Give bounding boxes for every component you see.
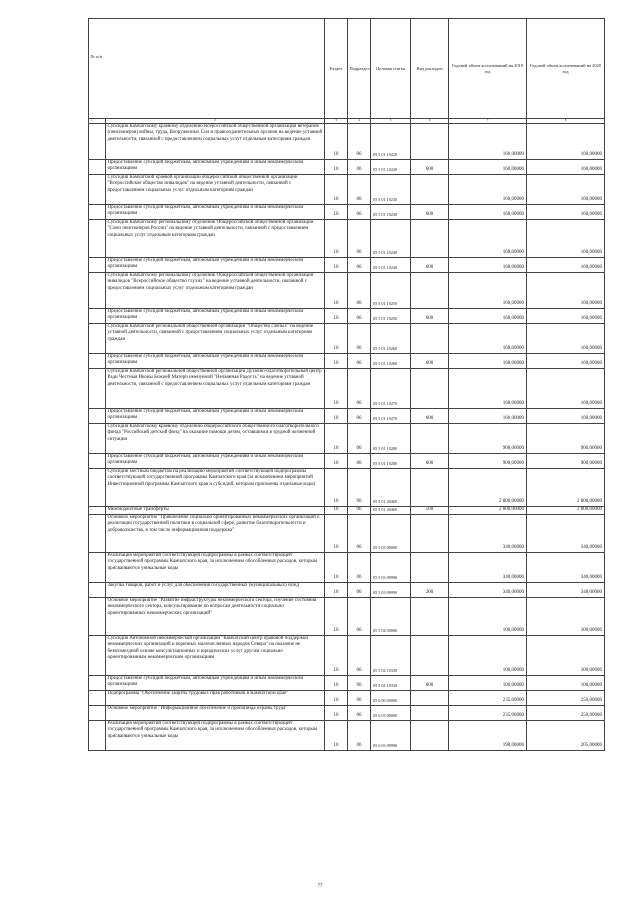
row-subsection: 06 bbox=[348, 705, 371, 720]
row-amount-2020: 160,00000 bbox=[527, 323, 605, 353]
row-target-code: 05 5 03 00000 bbox=[371, 514, 411, 552]
row-amount-2019: 160,00000 bbox=[449, 353, 527, 368]
row-num-cell bbox=[89, 123, 106, 159]
index-cell: 3 bbox=[325, 119, 348, 124]
row-expense-type bbox=[411, 174, 449, 204]
row-name: Субсидия Камчатскому региональному отделению Общероссийской общественной организации инвалидов "Всероссийское общество глухих" на ведение уставной деятельности, связанной с предоставлением социальных услуг отдельным категориям граждан bbox=[106, 272, 325, 308]
row-section: 10 bbox=[325, 368, 348, 408]
row-num-cell bbox=[89, 368, 106, 408]
row-num-cell bbox=[89, 308, 106, 323]
row-amount-2019: 160,00000 bbox=[449, 368, 527, 408]
header-2020: Годовой объем ассигнований на 2020 год bbox=[527, 19, 605, 119]
table-row bbox=[89, 453, 605, 468]
row-section: 10 bbox=[325, 174, 348, 204]
row-amount-2019: 160,00000 bbox=[449, 308, 527, 323]
row-amount-2019: 2 800,00000 bbox=[449, 468, 527, 506]
row-subsection: 06 bbox=[348, 514, 371, 552]
row-name: Субсидия Камчатскому краевому отделению общероссийского общественного благотворительного фонда "Российский детский фонд" на оказание помощи детям, оставшимся в трудной жизненной ситуации bbox=[106, 423, 325, 453]
row-amount-2020: 160,00000 bbox=[527, 159, 605, 174]
row-amount-2020: 205,00000 bbox=[527, 720, 605, 750]
index-cell: 1 bbox=[89, 119, 106, 124]
table-row bbox=[89, 514, 605, 552]
table-row bbox=[89, 323, 605, 353]
row-section: 10 bbox=[325, 272, 348, 308]
row-expense-type: 500 bbox=[411, 506, 449, 514]
row-name: Предоставление субсидий бюджетным, автономным учреждениям и иным некоммерческим организациям bbox=[106, 159, 325, 174]
row-subsection: 06 bbox=[348, 272, 371, 308]
budget-page bbox=[88, 18, 604, 751]
row-target-code: 05 5 03 09990 bbox=[371, 582, 411, 597]
row-section: 10 bbox=[325, 468, 348, 506]
row-expense-type: 600 bbox=[411, 675, 449, 690]
row-subsection: 06 bbox=[348, 308, 371, 323]
row-expense-type bbox=[411, 705, 449, 720]
table-row bbox=[89, 219, 605, 257]
row-amount-2020: 160,00000 bbox=[527, 368, 605, 408]
row-expense-type bbox=[411, 423, 449, 453]
row-subsection: 06 bbox=[348, 204, 371, 219]
table-row bbox=[89, 423, 605, 453]
table-row bbox=[89, 720, 605, 750]
row-amount-2019: 160,00000 bbox=[449, 204, 527, 219]
row-num-cell bbox=[89, 705, 106, 720]
row-section: 10 bbox=[325, 552, 348, 582]
row-amount-2019: 340,00000 bbox=[449, 514, 527, 552]
row-amount-2020: 340,00000 bbox=[527, 514, 605, 552]
row-expense-type bbox=[411, 123, 449, 159]
table-row bbox=[89, 468, 605, 506]
row-amount-2020: 250,00000 bbox=[527, 690, 605, 705]
table-row bbox=[89, 204, 605, 219]
row-name: Предоставление субсидий бюджетным, автономным учреждениям и иным некоммерческим организациям bbox=[106, 453, 325, 468]
row-amount-2019: 160,00000 bbox=[449, 323, 527, 353]
index-cell: 6 bbox=[411, 119, 449, 124]
row-num-cell bbox=[89, 272, 106, 308]
header-expense: Вид расходов bbox=[411, 19, 449, 119]
row-num-cell bbox=[89, 468, 106, 506]
row-expense-type: 600 bbox=[411, 204, 449, 219]
row-target-code: 05 5 01 40460 bbox=[371, 506, 411, 514]
row-amount-2019: 235,00000 bbox=[449, 690, 527, 705]
row-amount-2020: 160,00000 bbox=[527, 257, 605, 272]
row-amount-2020: 160,00000 bbox=[527, 408, 605, 423]
row-amount-2020: 160,00000 bbox=[527, 219, 605, 257]
row-subsection: 06 bbox=[348, 675, 371, 690]
row-name: Субсидии местным бюджетам на реализацию мероприятий соответствующей подпрограммы соответствующей государственной программы Камчатского края (за исключением мероприятий Инвестиционной программы Камчатского края и субсидий, которым присвоены отдельные коды) bbox=[106, 468, 325, 506]
row-amount-2019: 235,00000 bbox=[449, 705, 527, 720]
row-amount-2019: 900,00000 bbox=[449, 453, 527, 468]
row-num-cell bbox=[89, 720, 106, 750]
row-name: Межбюджетные трансферты bbox=[106, 506, 325, 514]
row-name: Подпрограмма "Обеспечение защиты трудовых прав работников в Камчатском крае" bbox=[106, 690, 325, 705]
row-num-cell bbox=[89, 635, 106, 675]
row-subsection: 06 bbox=[348, 174, 371, 204]
row-amount-2020: 340,00000 bbox=[527, 582, 605, 597]
table-body bbox=[89, 123, 605, 750]
row-expense-type bbox=[411, 597, 449, 635]
row-num-cell bbox=[89, 514, 106, 552]
table-row bbox=[89, 123, 605, 159]
row-expense-type: 600 bbox=[411, 453, 449, 468]
row-section: 10 bbox=[325, 506, 348, 514]
row-section: 10 bbox=[325, 597, 348, 635]
row-amount-2019: 160,00000 bbox=[449, 174, 527, 204]
table-row bbox=[89, 272, 605, 308]
row-target-code: 05 5 03 09990 bbox=[371, 552, 411, 582]
row-target-code: 05 5 01 10280 bbox=[371, 423, 411, 453]
row-target-code: 05 5 01 10270 bbox=[371, 368, 411, 408]
row-target-code: 05 5 01 10280 bbox=[371, 453, 411, 468]
row-amount-2020: 160,00000 bbox=[527, 308, 605, 323]
row-section: 10 bbox=[325, 353, 348, 368]
row-subsection: 06 bbox=[348, 353, 371, 368]
row-section: 10 bbox=[325, 423, 348, 453]
row-amount-2020: 160,00000 bbox=[527, 353, 605, 368]
row-name: Основное мероприятие "Информационное обеспечение и пропаганда охраны труда" bbox=[106, 705, 325, 720]
row-section: 10 bbox=[325, 408, 348, 423]
row-name: Субсидия Камчатскому региональному отделению Общероссийской общественной организации "Союз пенсионеров России" на ведение уставной деятельности, связанной с предоставлением социальных услуг отдельным категориям граждан bbox=[106, 219, 325, 257]
row-num-cell bbox=[89, 323, 106, 353]
row-subsection: 06 bbox=[348, 423, 371, 453]
row-target-code: 05 6 03 09990 bbox=[371, 720, 411, 750]
row-subsection: 06 bbox=[348, 219, 371, 257]
row-section: 10 bbox=[325, 323, 348, 353]
row-amount-2020: 100,00000 bbox=[527, 635, 605, 675]
row-expense-type bbox=[411, 272, 449, 308]
table-row bbox=[89, 635, 605, 675]
row-section: 10 bbox=[325, 308, 348, 323]
row-amount-2020: 100,00000 bbox=[527, 675, 605, 690]
row-target-code: 05 5 01 10240 bbox=[371, 219, 411, 257]
table-row bbox=[89, 308, 605, 323]
row-subsection: 06 bbox=[348, 123, 371, 159]
row-subsection: 06 bbox=[348, 453, 371, 468]
row-amount-2020: 900,00000 bbox=[527, 423, 605, 453]
header-num: № п/п bbox=[89, 19, 325, 119]
row-subsection: 06 bbox=[348, 635, 371, 675]
row-expense-type: 200 bbox=[411, 582, 449, 597]
row-amount-2019: 100,00000 bbox=[449, 635, 527, 675]
row-section: 10 bbox=[325, 514, 348, 552]
row-target-code: 05 5 01 10260 bbox=[371, 323, 411, 353]
row-expense-type bbox=[411, 219, 449, 257]
row-subsection: 06 bbox=[348, 690, 371, 705]
row-num-cell bbox=[89, 204, 106, 219]
row-name: Закупка товаров, работ и услуг для обеспечения государственных (муниципальных) нужд bbox=[106, 582, 325, 597]
row-expense-type bbox=[411, 690, 449, 705]
table-row bbox=[89, 408, 605, 423]
budget-table bbox=[88, 18, 605, 751]
row-amount-2019: 160,00000 bbox=[449, 219, 527, 257]
row-name: Предоставление субсидий бюджетным, автономным учреждениям и иным некоммерческим организациям bbox=[106, 257, 325, 272]
row-target-code: 05 5 01 10250 bbox=[371, 308, 411, 323]
row-section: 10 bbox=[325, 720, 348, 750]
row-name: Субсидия Автономной некоммерческой организации "Камчатский центр правовой поддержки некоммерческих организаций и коренных малочисленных народов Севера" на оказание не безвозмездной основе консультационных и юридических услуг другим социально ориентированным некоммерческим организациям bbox=[106, 635, 325, 675]
row-amount-2019: 340,00000 bbox=[449, 552, 527, 582]
table-row bbox=[89, 368, 605, 408]
table-row bbox=[89, 506, 605, 514]
index-cell: 7 bbox=[449, 119, 527, 124]
row-expense-type bbox=[411, 552, 449, 582]
row-name: Реализация мероприятий соответствующей подпрограммы в рамках соответствующей государственной программы Камчатского края, за исключением обособленных расходов, которым присваиваются уникальные коды bbox=[106, 552, 325, 582]
row-amount-2019: 160,00000 bbox=[449, 159, 527, 174]
table-row bbox=[89, 705, 605, 720]
row-num-cell bbox=[89, 353, 106, 368]
row-num-cell bbox=[89, 675, 106, 690]
row-name: Предоставление субсидий бюджетным, автономным учреждениям и иным некоммерческим организациям bbox=[106, 408, 325, 423]
row-amount-2019: 160,00000 bbox=[449, 257, 527, 272]
row-amount-2019: 340,00000 bbox=[449, 582, 527, 597]
row-section: 10 bbox=[325, 453, 348, 468]
table-row bbox=[89, 174, 605, 204]
row-subsection: 06 bbox=[348, 323, 371, 353]
row-target-code: 05 5 01 10220 bbox=[371, 159, 411, 174]
row-amount-2020: 100,00000 bbox=[527, 597, 605, 635]
row-subsection: 06 bbox=[348, 582, 371, 597]
row-expense-type: 600 bbox=[411, 159, 449, 174]
row-num-cell bbox=[89, 552, 106, 582]
row-amount-2019: 160,00000 bbox=[449, 408, 527, 423]
row-amount-2020: 160,00000 bbox=[527, 123, 605, 159]
row-target-code: 05 5 04 00000 bbox=[371, 597, 411, 635]
row-name: Предоставление субсидий бюджетным, автономным учреждениям и иным некоммерческим организациям bbox=[106, 675, 325, 690]
row-num-cell bbox=[89, 690, 106, 705]
index-cell: 5 bbox=[371, 119, 411, 124]
row-target-code: 05 5 01 10260 bbox=[371, 353, 411, 368]
row-target-code: 05 5 04 10330 bbox=[371, 635, 411, 675]
header-2019: Годовой объем ассигнований на 2019 год bbox=[449, 19, 527, 119]
row-target-code: 05 5 01 10230 bbox=[371, 174, 411, 204]
row-section: 10 bbox=[325, 123, 348, 159]
row-section: 10 bbox=[325, 705, 348, 720]
row-subsection: 06 bbox=[348, 597, 371, 635]
table-row bbox=[89, 675, 605, 690]
row-amount-2019: 190,00000 bbox=[449, 720, 527, 750]
row-section: 10 bbox=[325, 582, 348, 597]
row-amount-2019: 900,00000 bbox=[449, 423, 527, 453]
row-subsection: 06 bbox=[348, 552, 371, 582]
row-name: Субсидия Камчатской региональной общественной организации "Общество слепых" на ведение уставной деятельности, связанной с предоставлением социальных услуг отдельным категориям граждан bbox=[106, 323, 325, 353]
row-target-code: 05 6 03 00000 bbox=[371, 705, 411, 720]
row-num-cell bbox=[89, 174, 106, 204]
row-section: 10 bbox=[325, 635, 348, 675]
row-amount-2020: 2 800,00000 bbox=[527, 468, 605, 506]
index-cell: 8 bbox=[527, 119, 605, 124]
row-section: 10 bbox=[325, 219, 348, 257]
header-section: Раздел bbox=[325, 19, 348, 119]
table-row bbox=[89, 353, 605, 368]
row-target-code: 05 5 01 10230 bbox=[371, 204, 411, 219]
row-expense-type bbox=[411, 323, 449, 353]
table-header bbox=[89, 19, 605, 119]
row-amount-2019: 100,00000 bbox=[449, 675, 527, 690]
row-subsection: 06 bbox=[348, 159, 371, 174]
page-number: 77 bbox=[317, 884, 323, 889]
row-expense-type bbox=[411, 720, 449, 750]
row-section: 10 bbox=[325, 204, 348, 219]
row-subsection: 06 bbox=[348, 468, 371, 506]
row-expense-type bbox=[411, 635, 449, 675]
row-section: 10 bbox=[325, 159, 348, 174]
row-amount-2020: 160,00000 bbox=[527, 204, 605, 219]
row-target-code: 05 5 01 10250 bbox=[371, 272, 411, 308]
row-target-code: 05 5 01 40460 bbox=[371, 468, 411, 506]
table-row bbox=[89, 582, 605, 597]
header-target: Целевая статья bbox=[371, 19, 411, 119]
row-name: Предоставление субсидий бюджетным, автономным учреждениям и иным некоммерческим организациям bbox=[106, 204, 325, 219]
row-target-code: 05 5 01 10270 bbox=[371, 408, 411, 423]
row-amount-2020: 250,00000 bbox=[527, 705, 605, 720]
row-section: 10 bbox=[325, 675, 348, 690]
row-num-cell bbox=[89, 506, 106, 514]
row-num-cell bbox=[89, 453, 106, 468]
row-name: Предоставление субсидий бюджетным, автономным учреждениям и иным некоммерческим организациям bbox=[106, 308, 325, 323]
row-num-cell bbox=[89, 582, 106, 597]
row-amount-2020: 2 800,00000 bbox=[527, 506, 605, 514]
row-num-cell bbox=[89, 257, 106, 272]
row-amount-2019: 160,00000 bbox=[449, 272, 527, 308]
row-subsection: 06 bbox=[348, 257, 371, 272]
row-name: Субсидия Камчатскому краевому отделению Всероссийской общественной организации ветеранов (пенсионеров) войны, труда, Вооруженных Сил и правоохранительных органов на ведение уставной деятельности, связанной с предоставлением социальных услуг отдельным категориям граждан bbox=[106, 123, 325, 159]
table-row bbox=[89, 690, 605, 705]
table-row bbox=[89, 257, 605, 272]
row-amount-2019: 100,00000 bbox=[449, 597, 527, 635]
index-cell: 4 bbox=[348, 119, 371, 124]
row-num-cell bbox=[89, 219, 106, 257]
table-row bbox=[89, 597, 605, 635]
row-name: Субсидия Камчатской региональной общественной организации Духовно-благотворительный центр Ради Честныя Иконы Божией Матери именуемой "Нечаянная Радость" на ведение уставной деятельности, связанной с предоставлением социальных услуг отдельным категориям граждан bbox=[106, 368, 325, 408]
row-target-code: 05 6 00 00000 bbox=[371, 690, 411, 705]
header-subsection: Подраздел bbox=[348, 19, 371, 119]
row-expense-type: 600 bbox=[411, 257, 449, 272]
row-name: Основное мероприятие "Привлечение социально ориентированных некоммерческих организаций к реализации государственной политики в социальной сфере, развитие благотворительности и добровольчества, в том числе информационная поддержка" bbox=[106, 514, 325, 552]
row-expense-type: 600 bbox=[411, 408, 449, 423]
table-row bbox=[89, 552, 605, 582]
row-expense-type bbox=[411, 368, 449, 408]
row-name: Предоставление субсидий бюджетным, автономным учреждениям и иным некоммерческим организациям bbox=[106, 353, 325, 368]
row-num-cell bbox=[89, 408, 106, 423]
row-target-code: 05 5 04 10330 bbox=[371, 675, 411, 690]
row-num-cell bbox=[89, 423, 106, 453]
index-cell: 2 bbox=[106, 119, 325, 124]
row-name: Основное мероприятие "Развитие инфраструктуры некоммерческого сектора, изучение состояния некоммерческого сектора, консультирование по вопросам деятельности социально ориентированных некоммерческих организаций" bbox=[106, 597, 325, 635]
table-row bbox=[89, 159, 605, 174]
row-subsection: 06 bbox=[348, 506, 371, 514]
row-num-cell bbox=[89, 159, 106, 174]
row-expense-type bbox=[411, 514, 449, 552]
row-amount-2020: 160,00000 bbox=[527, 272, 605, 308]
row-subsection: 06 bbox=[348, 720, 371, 750]
row-name: Субсидия Камчатской краевой организации общероссийской общественной организации "Всероссийское общество инвалидов" на ведение уставной деятельности, связанной с предоставлением социальных услуг отдельным категориям граждан bbox=[106, 174, 325, 204]
row-target-code: 05 5 01 10240 bbox=[371, 257, 411, 272]
row-section: 10 bbox=[325, 690, 348, 705]
row-amount-2019: 2 800,00000 bbox=[449, 506, 527, 514]
row-amount-2020: 160,00000 bbox=[527, 174, 605, 204]
row-num-cell bbox=[89, 597, 106, 635]
row-target-code: 05 5 01 10220 bbox=[371, 123, 411, 159]
row-expense-type bbox=[411, 468, 449, 506]
row-expense-type: 600 bbox=[411, 353, 449, 368]
row-section: 10 bbox=[325, 257, 348, 272]
row-amount-2020: 340,00000 bbox=[527, 552, 605, 582]
row-amount-2020: 900,00000 bbox=[527, 453, 605, 468]
row-expense-type: 600 bbox=[411, 308, 449, 323]
row-subsection: 06 bbox=[348, 408, 371, 423]
row-subsection: 06 bbox=[348, 368, 371, 408]
row-name: Реализация мероприятий соответствующей подпрограммы в рамках соответствующей государственной программы Камчатского края, за исключением обособленных расходов, которым присваиваются уникальные коды bbox=[106, 720, 325, 750]
row-amount-2019: 160,00000 bbox=[449, 123, 527, 159]
